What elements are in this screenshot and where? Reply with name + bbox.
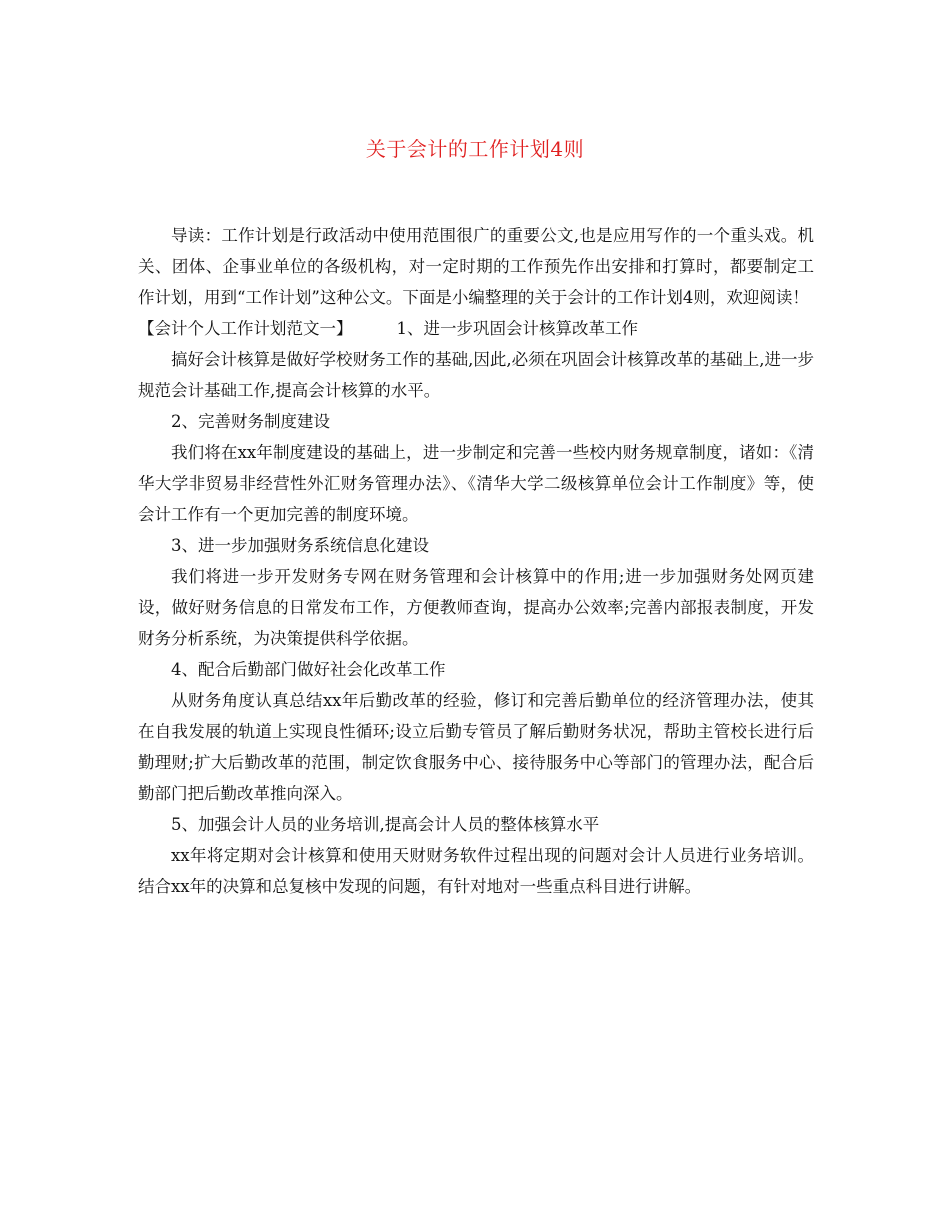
item4-text: 从财务角度认真总结xx年后勤改革的经验，修订和完善后勤单位的经济管理办法，使其在自我发展的轨道上实现良性循环;设立后勤专管员了解后勤财务状况，帮助主管校长进行后勤理财;扩大后勤改革的范围，制定饮食服务中心、接待服务中心等部门的管理办法，配合后勤部门把后勤改革推向深入。 bbox=[138, 691, 814, 803]
item1-text: 搞好会计核算是做好学校财务工作的基础,因此,必须在巩固会计核算改革的基础上,进一步规范会计基础工作,提高会计核算的水平。 bbox=[138, 350, 814, 400]
item1-heading: 1、进一步巩固会计核算改革工作 bbox=[396, 319, 638, 338]
item2-heading: 2、完善财务制度建设 bbox=[171, 412, 330, 431]
item5-heading: 5、加强会计人员的业务培训,提高会计人员的整体核算水平 bbox=[171, 815, 600, 834]
item4-heading: 4、配合后勤部门做好社会化改革工作 bbox=[171, 660, 446, 679]
item2-text: 我们将在xx年制度建设的基础上，进一步制定和完善一些校内财务规章制度，诸如：《清华大学非贸易非经营性外汇财务管理办法》、《清华大学二级核算单位会计工作制度》等，使会计工作有一个更加完善的制度环境。 bbox=[138, 443, 814, 524]
document-title: 关于会计的工作计划4则 bbox=[365, 137, 585, 161]
intro-paragraph: 导读：工作计划是行政活动中使用范围很广的重要公文,也是应用写作的一个重头戏。机关、团体、企事业单位的各级机构，对一定时期的工作预先作出安排和打算时，都要制定工作计划，用到“工作计划”这种公文。下面是小编整理的关于会计的工作计划4则，欢迎阅读！ bbox=[138, 226, 814, 307]
section-label: 【会计个人工作计划范文一】 bbox=[138, 319, 353, 338]
item5-text: xx年将定期对会计核算和使用天财财务软件过程出现的问题对会计人员进行业务培训。结合xx年的决算和总复核中发现的问题，有针对地对一些重点科目进行讲解。 bbox=[138, 846, 814, 896]
item3-heading: 3、进一步加强财务系统信息化建设 bbox=[171, 536, 429, 555]
item3-text: 我们将进一步开发财务专网在财务管理和会计核算中的作用;进一步加强财务处网页建设，做好财务信息的日常发布工作，方便教师查询，提高办公效率;完善内部报表制度，开发财务分析系统，为决策提供科学依据。 bbox=[138, 567, 814, 648]
section-heading-line bbox=[138, 313, 814, 344]
document-body bbox=[138, 220, 814, 902]
